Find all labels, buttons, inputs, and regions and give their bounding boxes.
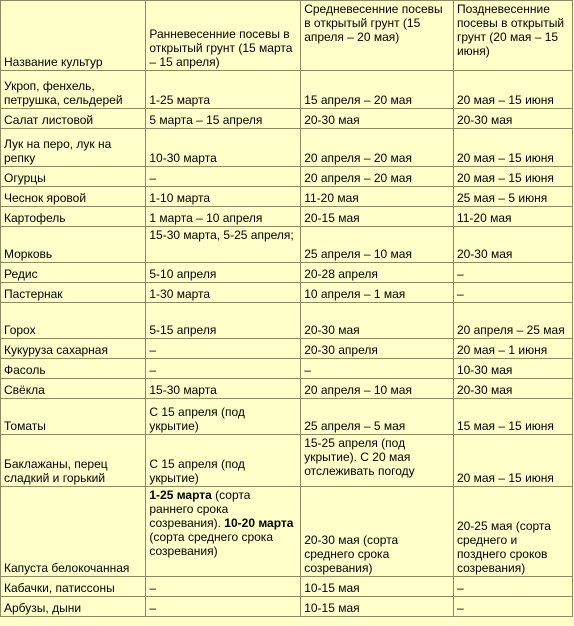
table-row — [1, 339, 573, 359]
early-date: – — [146, 597, 301, 617]
crop-name: Томаты — [1, 399, 146, 435]
mid-date: 11-20 мая — [301, 187, 454, 207]
mid-date: 20-15 мая — [301, 207, 454, 227]
cabbage-early-date-2: 10-20 марта — [224, 516, 294, 530]
table-row — [1, 487, 573, 577]
mid-date: – — [301, 359, 454, 379]
late-date: 20-30 мая — [453, 227, 572, 263]
early-date: 1-30 марта — [146, 283, 301, 303]
early-date: 15-30 марта — [146, 379, 301, 399]
mid-date: 20 апреля – 20 мая — [301, 129, 454, 167]
table-row — [1, 359, 573, 379]
late-date: 25 мая – 5 июня — [453, 187, 572, 207]
late-date: 20-30 мая — [453, 379, 572, 399]
late-date: 20 мая – 15 июня — [453, 71, 572, 109]
early-date: 1-10 марта — [146, 187, 301, 207]
crop-name: Пастернак — [1, 283, 146, 303]
mid-date: 20-30 мая — [301, 109, 454, 129]
late-date: 20-25 мая (сорта среднего и позднего сроков созревания) — [453, 487, 572, 577]
header-early-spring: Ранневесенние посевы в открытый грунт (15 марта – 15 апреля) — [146, 1, 301, 71]
early-date: 10-30 марта — [146, 129, 301, 167]
late-date: 20 мая – 15 июня — [453, 129, 572, 167]
late-date: 11-20 мая — [453, 207, 572, 227]
cabbage-early-note-2: (сорта среднего срока созревания) — [149, 530, 273, 558]
crop-name: Огурцы — [1, 167, 146, 187]
table-row — [1, 71, 573, 109]
mid-date: 25 апреля – 5 мая — [301, 399, 454, 435]
crop-name: Фасоль — [1, 359, 146, 379]
crop-name: Салат листовой — [1, 109, 146, 129]
early-date: 1-25 марта — [146, 71, 301, 109]
crop-name: Чеснок яровой — [1, 187, 146, 207]
crop-name: Картофель — [1, 207, 146, 227]
early-date: 15-30 марта, 5-25 апреля; — [146, 227, 301, 263]
cabbage-early-note-1: (сорта раннего срока созревания). — [149, 488, 251, 530]
crop-name: Свёкла — [1, 379, 146, 399]
header-late-spring: Поздневесенние посевы в открытый грунт (20 мая – 15 июня) — [453, 1, 572, 71]
header-crop: Название культур — [1, 1, 146, 71]
late-date: – — [453, 597, 572, 617]
early-date: – — [146, 359, 301, 379]
crop-name: Редис — [1, 263, 146, 283]
mid-date: 10-15 мая — [301, 577, 454, 597]
crop-name: Капуста белокочанная — [1, 487, 146, 577]
mid-date: 20 апреля – 20 мая — [301, 167, 454, 187]
early-date: 5-15 апреля — [146, 303, 301, 339]
mid-date: 20-30 мая — [301, 303, 454, 339]
late-date: 20 мая – 1 июня — [453, 339, 572, 359]
late-date: 20 апреля – 25 мая — [453, 303, 572, 339]
crop-name: Лук на перо, лук на репку — [1, 129, 146, 167]
header-row — [1, 1, 573, 71]
table-row — [1, 207, 573, 227]
mid-date: 20-30 мая (сорта среднего срока созревания) — [301, 487, 454, 577]
header-mid-spring: Средневесенние посевы в открытый грунт (15 апреля – 20 мая) — [301, 1, 454, 71]
crop-name: Горох — [1, 303, 146, 339]
crop-name: Морковь — [1, 227, 146, 263]
table-row — [1, 187, 573, 207]
early-date: 5 марта – 15 апреля — [146, 109, 301, 129]
table-row — [1, 303, 573, 339]
mid-date: 15-25 апреля (под укрытие). С 20 мая отслеживать погоду — [301, 435, 454, 487]
table-row — [1, 263, 573, 283]
mid-date: 20-28 апреля — [301, 263, 454, 283]
mid-date: 20-30 апреля — [301, 339, 454, 359]
late-date: – — [453, 283, 572, 303]
early-date — [146, 487, 301, 577]
table-row — [1, 577, 573, 597]
table-row — [1, 379, 573, 399]
late-date: – — [453, 263, 572, 283]
table-row — [1, 597, 573, 617]
late-date: 10-30 мая — [453, 359, 572, 379]
early-date: С 15 апреля (под укрытие) — [146, 435, 301, 487]
mid-date: 20 апреля – 10 мая — [301, 379, 454, 399]
mid-date: 10-15 мая — [301, 597, 454, 617]
late-date: 15 мая – 15 июня — [453, 399, 572, 435]
mid-date: 15 апреля – 20 мая — [301, 71, 454, 109]
early-date: – — [146, 577, 301, 597]
table-row — [1, 435, 573, 487]
mid-date: 10 апреля – 1 мая — [301, 283, 454, 303]
crop-name: Арбузы, дыни — [1, 597, 146, 617]
table-row — [1, 227, 573, 263]
mid-date: 25 апреля – 10 мая — [301, 227, 454, 263]
early-date: 5-10 апреля — [146, 263, 301, 283]
table-row — [1, 399, 573, 435]
cabbage-early-date-1: 1-25 марта — [149, 488, 212, 502]
late-date: 20 мая – 15 июня — [453, 435, 572, 487]
table-row — [1, 129, 573, 167]
early-date: С 15 апреля (под укрытие) — [146, 399, 301, 435]
crop-name: Баклажаны, перец сладкий и горький — [1, 435, 146, 487]
table-row — [1, 283, 573, 303]
crop-name: Кукуруза сахарная — [1, 339, 146, 359]
crop-name: Кабачки, патиссоны — [1, 577, 146, 597]
late-date: 20-30 мая — [453, 109, 572, 129]
late-date: 20 мая – 15 июня — [453, 167, 572, 187]
early-date: 1 марта – 10 апреля — [146, 207, 301, 227]
early-date: – — [146, 339, 301, 359]
crop-name: Укроп, фенхель, петрушка, сельдерей — [1, 71, 146, 109]
late-date: – — [453, 577, 572, 597]
table-row — [1, 109, 573, 129]
early-date: – — [146, 167, 301, 187]
table-row — [1, 167, 573, 187]
